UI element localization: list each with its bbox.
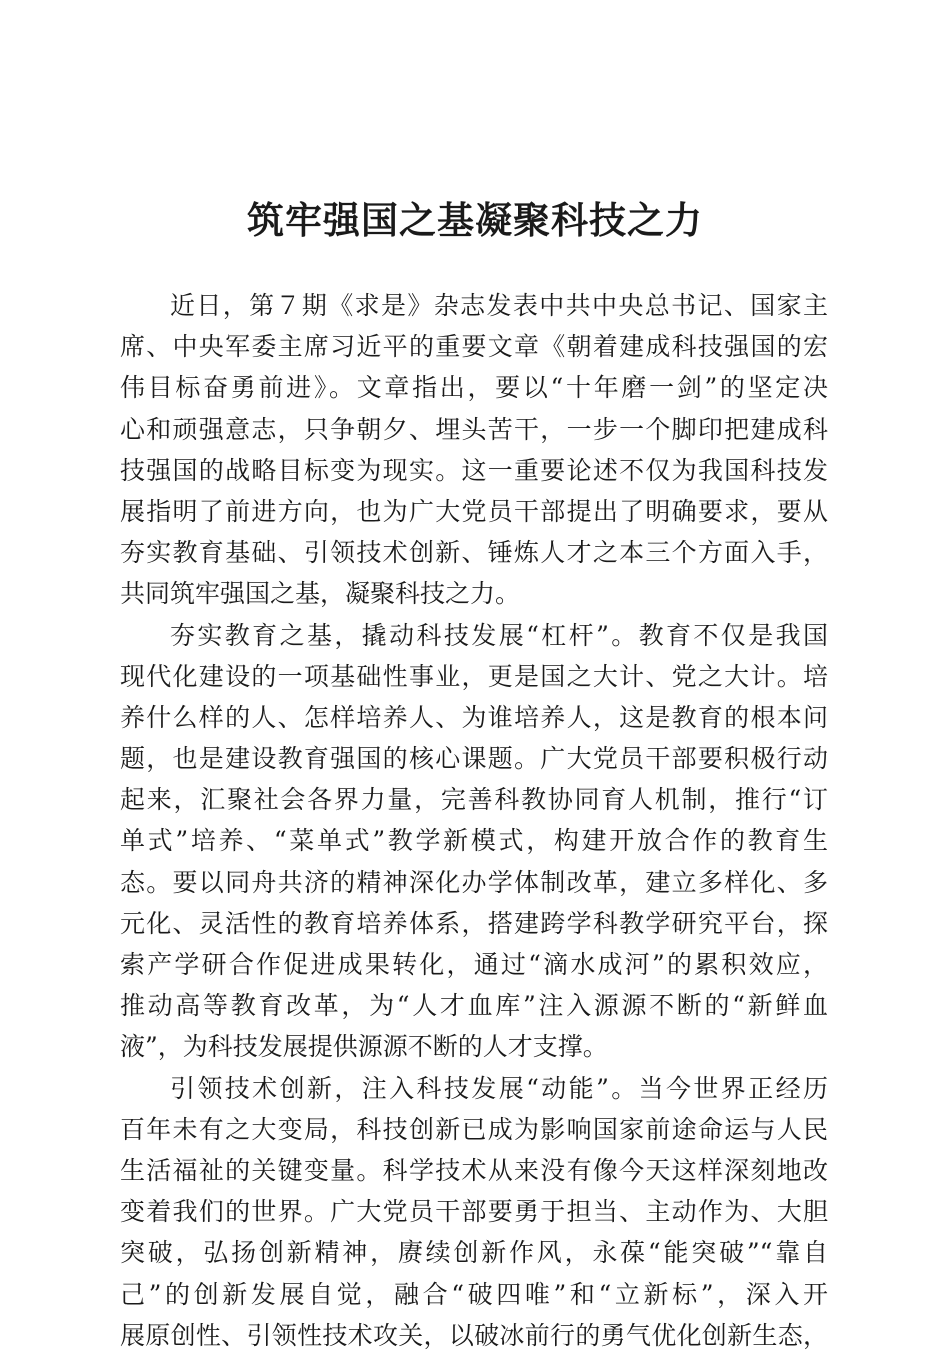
text-line: 百年未有之大变局，科技创新已成为影响国家前途命运与人民 bbox=[120, 1114, 828, 1144]
text-line: 元化、灵活性的教育培养体系，搭建跨学科教学研究平台，探 bbox=[120, 908, 828, 938]
text-line: 生活福祉的关键变量。科学技术从来没有像今天这样深刻地改 bbox=[120, 1155, 828, 1185]
paragraph bbox=[120, 1068, 828, 1356]
paragraph bbox=[120, 285, 828, 615]
text-line: 席、中央军委主席习近平的重要文章《朝着建成科技强国的宏 bbox=[120, 332, 828, 362]
text-line: 养什么样的人、怎样培养人、为谁培养人，这是教育的根本问 bbox=[120, 702, 828, 732]
document-body bbox=[120, 285, 828, 1356]
text-line: 推动高等教育改革，为“人才血库”注入源源不断的“新鲜血 bbox=[120, 991, 828, 1021]
text-line: 近日，第７期《求是》杂志发表中共中央总书记、国家主 bbox=[170, 291, 828, 320]
text-line: 单式”培养、“菜单式”教学新模式，构建开放合作的教育生 bbox=[120, 826, 828, 856]
text-line: 起来，汇聚社会各界力量，完善科教协同育人机制，推行“订 bbox=[120, 785, 828, 815]
text-line: 展指明了前进方向，也为广大党员干部提出了明确要求，要从 bbox=[120, 496, 828, 526]
text-line: 液”，为科技发展提供源源不断的人才支撑。 bbox=[120, 1032, 608, 1062]
text-line: 夯实教育之基，撬动科技发展“杠杆”。教育不仅是我国 bbox=[170, 620, 828, 650]
text-line: 技强国的战略目标变为现实。这一重要论述不仅为我国科技发 bbox=[120, 455, 828, 485]
text-line: 题，也是建设教育强国的核心课题。广大党员干部要积极行动 bbox=[120, 744, 828, 774]
text-line: 展原创性、引领性技术攻关，以破冰前行的勇气优化创新生态， bbox=[120, 1320, 828, 1350]
text-line: 现代化建设的一项基础性事业，更是国之大计、党之大计。培 bbox=[120, 661, 828, 691]
paragraph bbox=[120, 615, 828, 1068]
text-line: 共同筑牢强国之基，凝聚科技之力。 bbox=[120, 579, 521, 609]
text-line: 变着我们的世界。广大党员干部要勇于担当、主动作为、大胆 bbox=[120, 1197, 828, 1227]
text-line: 心和顽强意志，只争朝夕、埋头苦干，一步一个脚印把建成科 bbox=[120, 414, 828, 444]
text-line: 夯实教育基础、引领技术创新、锤炼人才之本三个方面入手， bbox=[120, 538, 828, 568]
document-title: 筑牢强国之基凝聚科技之力 bbox=[247, 198, 703, 242]
text-line: 索产学研合作促进成果转化，通过“滴水成河”的累积效应， bbox=[120, 950, 828, 979]
text-line: 引领技术创新，注入科技发展“动能”。当今世界正经历 bbox=[170, 1073, 828, 1103]
text-line: 突破，弘扬创新精神，赓续创新作风，永葆“能突破”“靠自 bbox=[120, 1238, 828, 1268]
text-line: 己”的创新发展自觉，融合“破四唯”和“立新标”，深入开 bbox=[120, 1279, 828, 1309]
text-line: 伟目标奋勇前进》。文章指出，要以“十年磨一剑”的坚定决 bbox=[120, 373, 828, 403]
text-line: 态。要以同舟共济的精神深化办学体制改革，建立多样化、多 bbox=[120, 867, 828, 897]
